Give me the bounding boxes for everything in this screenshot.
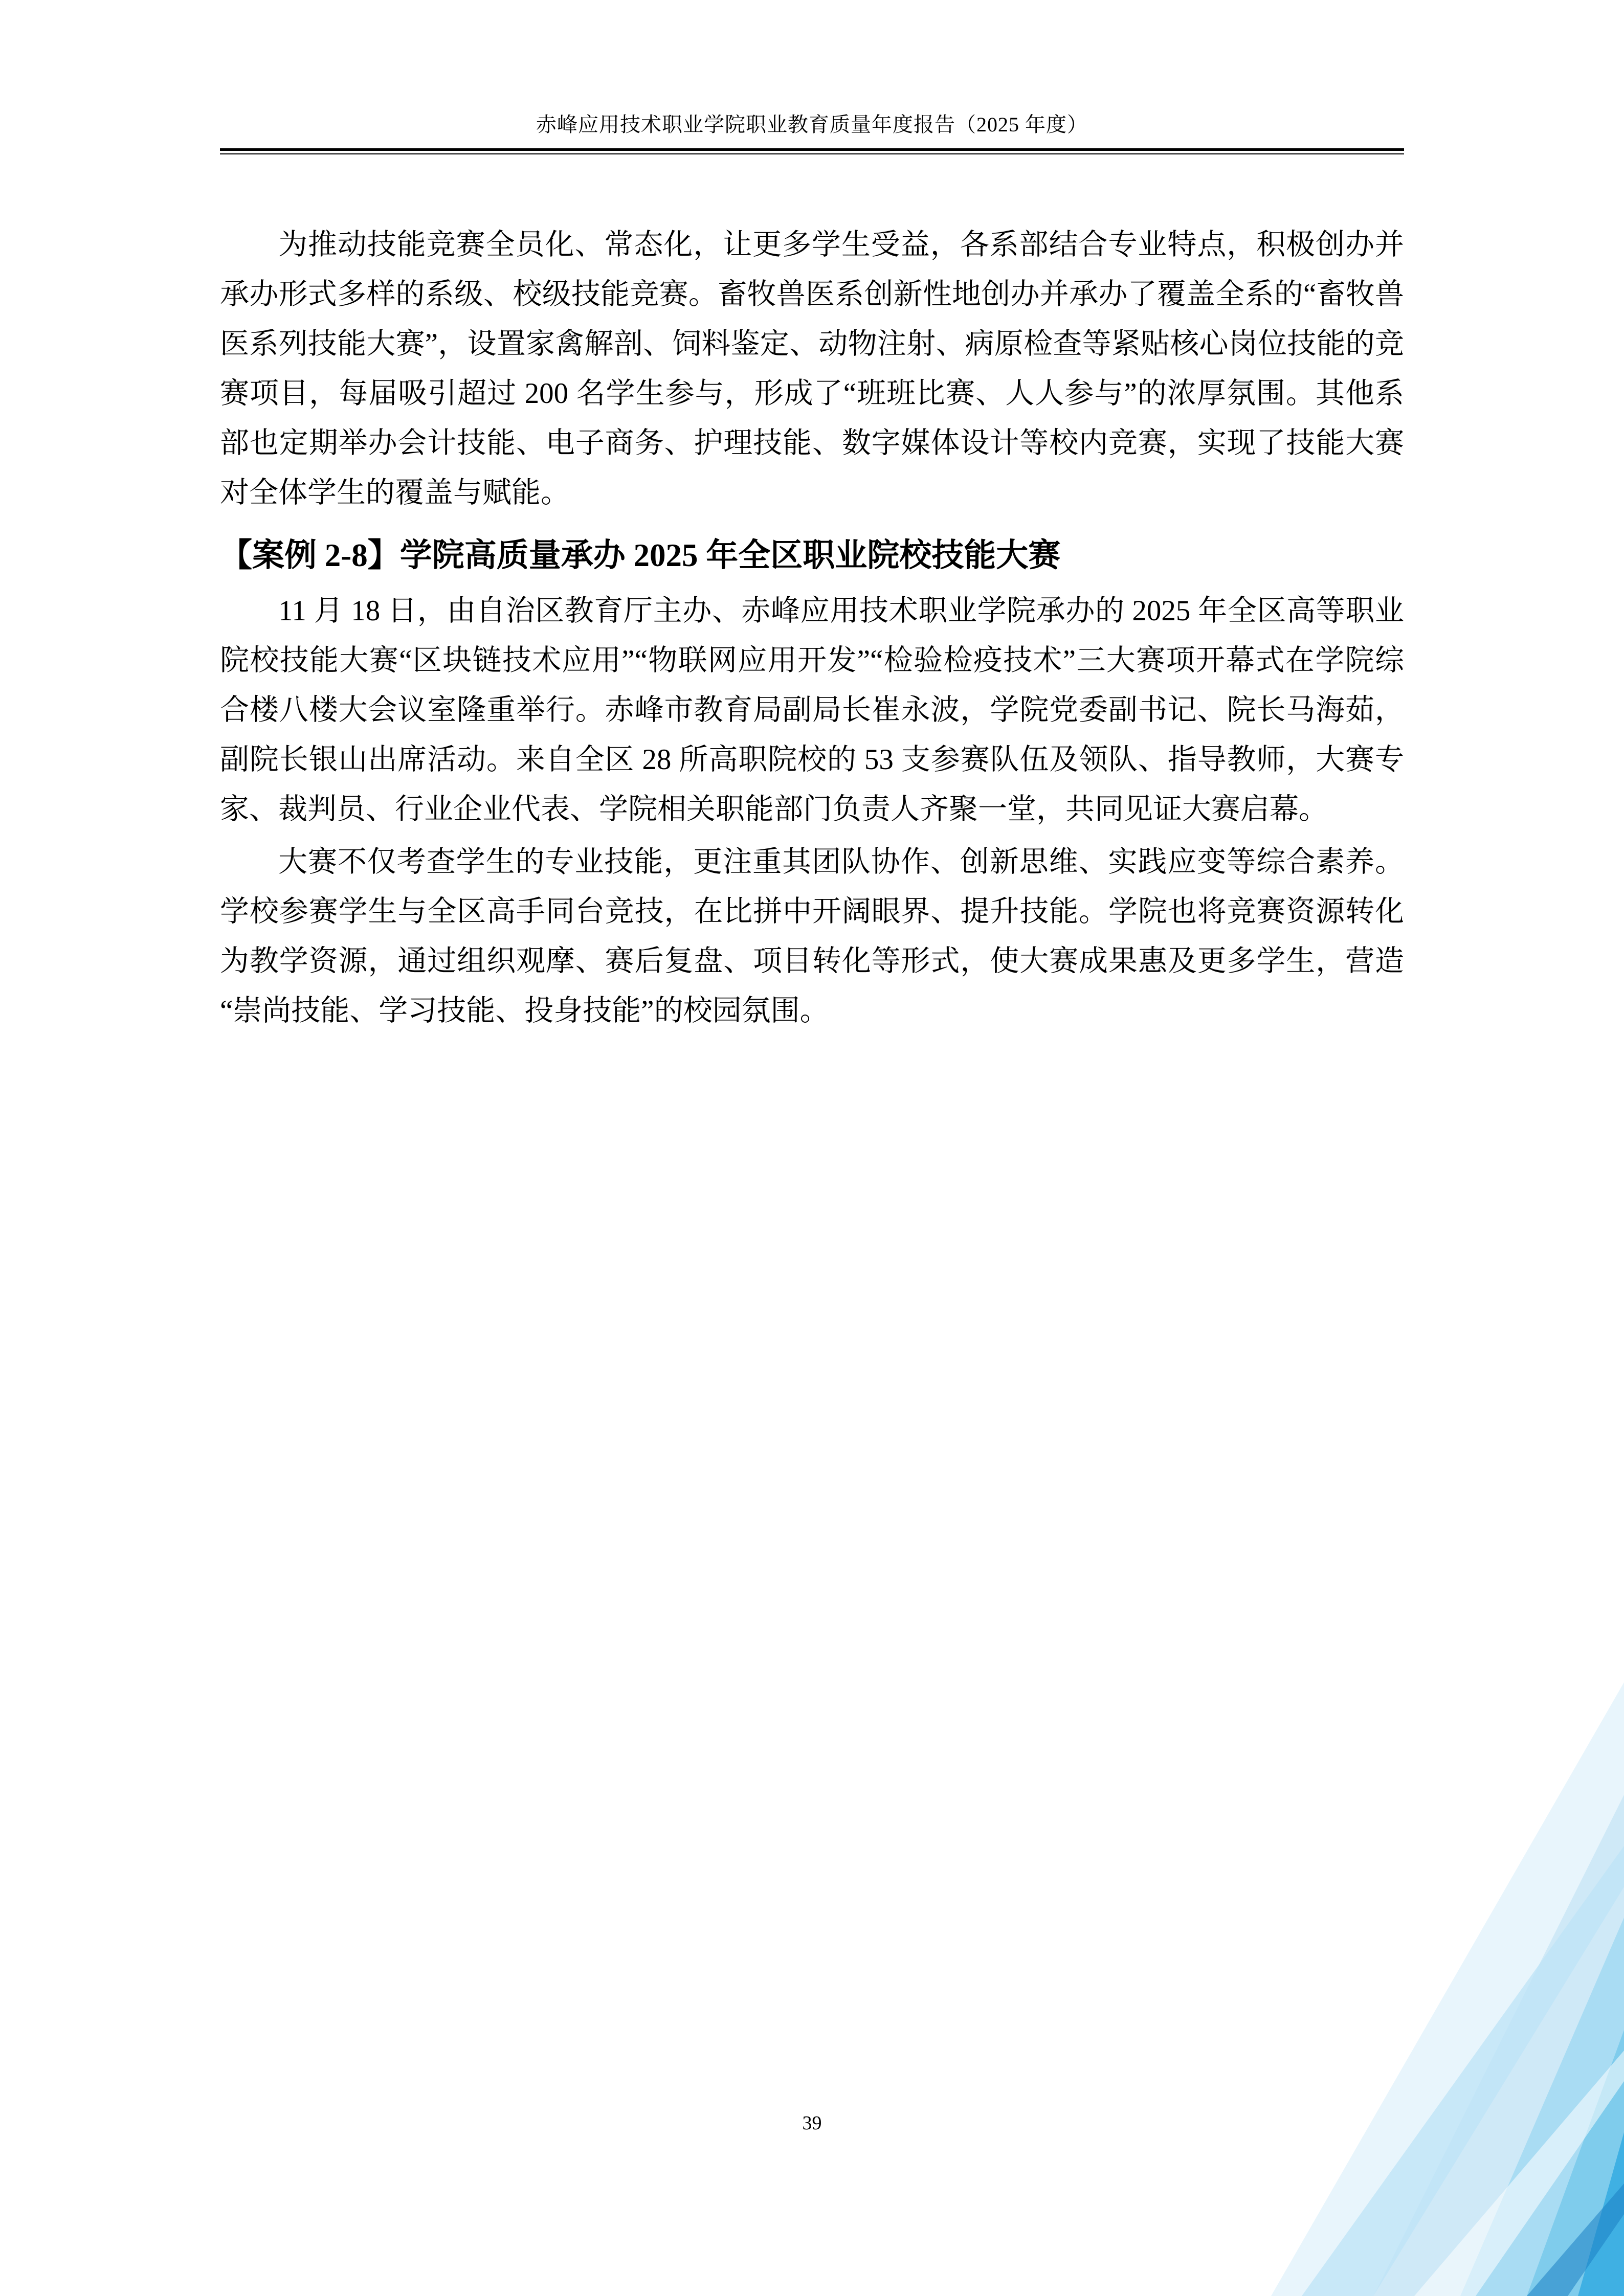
case-study-heading: 【案例 2-8】学院高质量承办 2025 年全区职业院校技能大赛 xyxy=(220,537,1061,573)
page-number: 39 xyxy=(802,2112,822,2134)
paragraph-competition-opening: 11 月 18 日，由自治区教育厅主办、赤峰应用技术职业学院承办的 2025 年全区高等职业院校技能大赛“区块链技术应用”“物联网应用开发”“检验检疫技术”三大赛项开幕式在学院综合楼八楼大会议室隆重举行。赤峰市教育局副局长崔永波，学院党委副书记、院长马海茹，副院长银山出席活动。来自全区 28 所高职院校的 53 支参赛队伍及领队、指导教师，大赛专家、裁判员、行业企业代表、学院相关职能部门负责人齐聚一堂，共同见证大赛启幕。 xyxy=(220,595,1404,825)
paragraph-skill-competition-promotion: 为推动技能竞赛全员化、常态化，让更多学生受益，各系部结合专业特点，积极创办并承办形式多样的系级、校级技能竞赛。畜牧兽医系创新性地创办并承办了覆盖全系的“畜牧兽医系列技能大赛”，设置家禽解剖、饲料鉴定、动物注射、病原检查等紧贴核心岗位技能的竞赛项目，每届吸引超过 200 名学生参与，形成了“班班比赛、人人参与”的浓厚氛围。其他系部也定期举办会计技能、电子商务、护理技能、数字媒体设计等校内竞赛，实现了技能大赛对全体学生的覆盖与赋能。 xyxy=(220,229,1404,509)
running-title: 赤峰应用技术职业学院职业教育质量年度报告（2025 年度） xyxy=(536,113,1088,136)
page-content xyxy=(220,220,1404,1039)
decorative-corner-artwork xyxy=(985,1529,1624,2296)
paragraph-competition-significance: 大赛不仅考查学生的专业技能，更注重其团队协作、创新思维、实践应变等综合素养。学校参赛学生与全区高手同台竞技，在比拼中开阔眼界、提升技能。学院也将竞赛资源转化为教学资源，通过组织观摩、赛后复盘、项目转化等形式，使大赛成果惠及更多学生，营造“崇尚技能、学习技能、投身技能”的校园氛围。 xyxy=(220,846,1404,1027)
page-header xyxy=(220,112,1404,154)
header-rule-thin xyxy=(220,153,1404,154)
header-rule-thick xyxy=(220,148,1404,151)
